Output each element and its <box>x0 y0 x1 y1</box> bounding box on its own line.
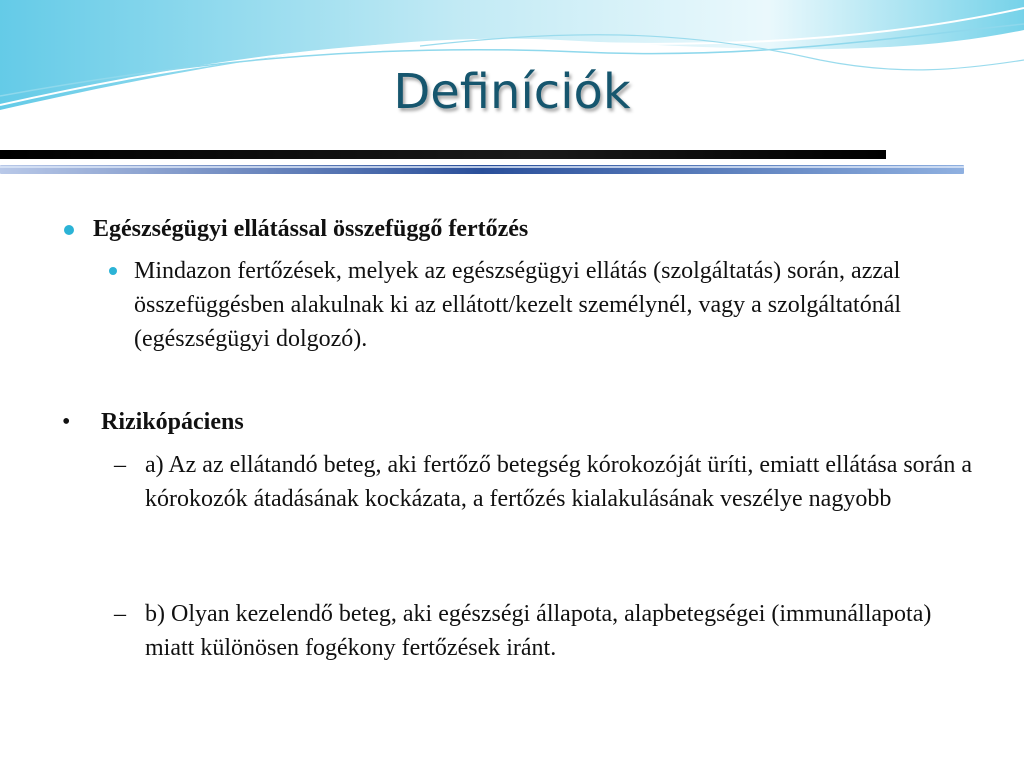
bullet-dot-icon <box>64 225 74 235</box>
section-2-item-2-marker: – <box>114 601 126 627</box>
section-heading-2: Rizikópáciens <box>101 409 244 435</box>
section-1-item-1: Mindazon fertőzések, melyek az egészségügyi ellátás (szolgáltatás) során, azzal összefüggésben alakulnak ki az ellátott/kezelt személynél, vagy a szolgáltatónál (egészségügyi dolgozó). <box>134 258 902 352</box>
section-2-marker: • <box>62 409 71 435</box>
section-2-item-1: a) Az az ellátandó beteg, aki fertőző betegség kórokozóját üríti, emiatt ellátása során a kórokozók átadásának kockázata, a fertőzés kialakulásának veszélye nagyobb <box>145 452 972 512</box>
section-heading-1: Egészségügyi ellátással összefüggő fertőzés <box>93 216 529 242</box>
sub-bullet-dot-icon <box>109 267 117 275</box>
section-2-item-2: b) Olyan kezelendő beteg, aki egészségi állapota, alapbetegségei (immunállapota) miatt különösen fogékony fertőzések iránt. <box>145 601 932 661</box>
page-title: Definíciók <box>393 64 631 120</box>
section-2-item-1-marker: – <box>114 452 126 478</box>
